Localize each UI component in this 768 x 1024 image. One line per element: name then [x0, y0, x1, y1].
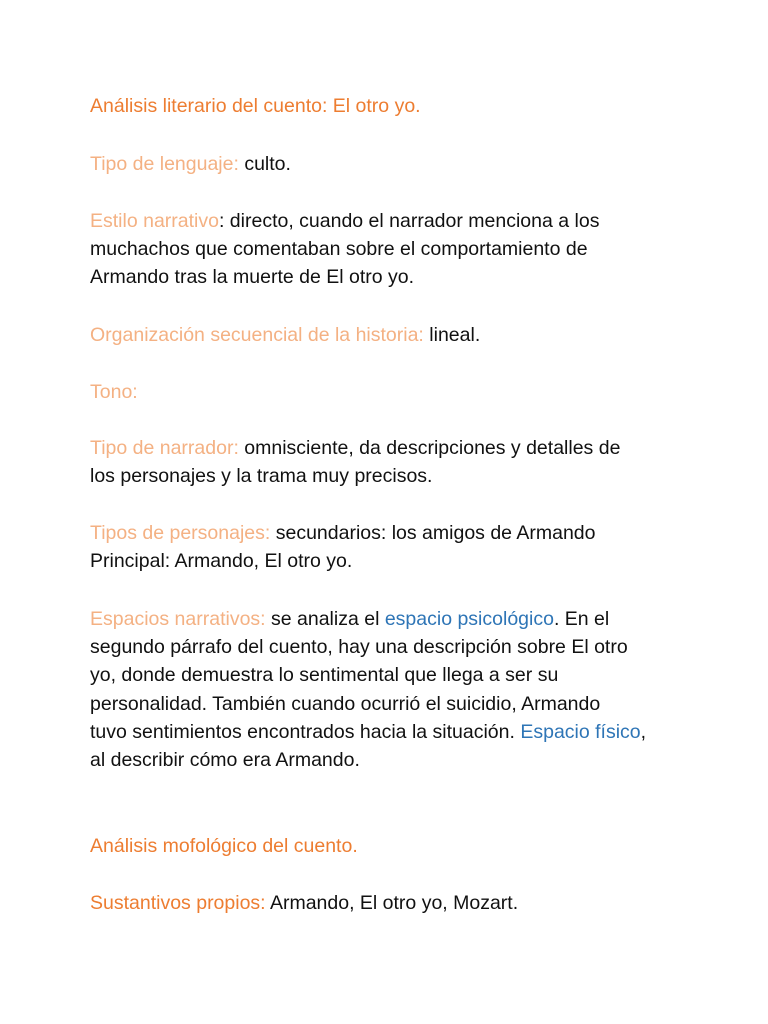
espacios-line-1 — [90, 605, 690, 633]
tipo-narrador-text: omnisciente, da descripciones y detalles de — [244, 437, 621, 459]
sustantivos-paragraph — [90, 889, 690, 917]
espacios-line-5-text: tuvo sentimientos encontrados hacia la situación. — [90, 720, 515, 743]
estilo-narrativo-paragraph — [90, 207, 690, 292]
espacios-paragraph — [90, 605, 690, 774]
espacios-after-1: . En el — [553, 608, 610, 630]
tipos-personajes-label: Tipos de personajes: — [90, 522, 271, 544]
organizacion-label: Organización secuencial de la historia: — [90, 324, 424, 346]
espacios-line-2: segundo párrafo del cuento, hay una descripción sobre El otro — [90, 636, 628, 659]
document-title: Análisis literario del cuento: El otro yo. — [90, 95, 421, 117]
tipos-personajes-paragraph — [90, 519, 690, 575]
espacios-intro: se analiza el — [271, 608, 380, 630]
tipo-lenguaje-paragraph — [90, 150, 690, 178]
espacios-line-5 — [90, 718, 690, 746]
tipo-narrador-paragraph — [90, 434, 690, 490]
tipo-narrador-label: Tipo de narrador: — [90, 437, 239, 459]
sustantivos-label: Sustantivos propios: — [90, 892, 266, 914]
sustantivos-value: Armando, El otro yo, Mozart. — [269, 892, 519, 914]
espacios-line-6: al describir cómo era Armando. — [90, 749, 360, 772]
espacio-fisico-term: Espacio físico — [520, 720, 641, 743]
espacios-label: Espacios narrativos: — [90, 608, 266, 630]
espacios-line-3: yo, donde demuestra lo sentimental que llega a ser su — [90, 664, 559, 687]
espacios-line-5-after: , — [640, 720, 647, 743]
tipos-personajes-line-1 — [90, 519, 690, 547]
morfologico-heading: Análisis mofológico del cuento. — [90, 835, 358, 857]
tipo-lenguaje-label: Tipo de lenguaje: — [90, 153, 239, 175]
tipo-narrador-line-2: los personajes y la trama muy precisos. — [90, 465, 433, 488]
tipo-narrador-line-1 — [90, 434, 690, 462]
espacios-line-4: personalidad. También cuando ocurrió el suicidio, Armando — [90, 692, 601, 715]
estilo-narrativo-label: Estilo narrativo — [90, 210, 219, 232]
estilo-narrativo-line-2: muchachos que comentaban sobre el comportamiento de — [90, 238, 588, 261]
tono-label: Tono: — [90, 381, 138, 403]
estilo-narrativo-line-1 — [90, 207, 690, 235]
estilo-narrativo-line-3: Armando tras la muerte de El otro yo. — [90, 266, 415, 289]
organizacion-paragraph — [90, 321, 690, 349]
tipo-lenguaje-value: culto. — [244, 153, 291, 175]
organizacion-value: lineal. — [429, 324, 481, 346]
estilo-narrativo-text: : directo, cuando el narrador menciona a los — [218, 210, 600, 232]
tipos-personajes-text: secundarios: los amigos de Armando — [275, 522, 596, 544]
tipos-personajes-line-2: Principal: Armando, El otro yo. — [90, 550, 353, 573]
espacio-psicologico-term: espacio psicológico — [384, 608, 554, 630]
